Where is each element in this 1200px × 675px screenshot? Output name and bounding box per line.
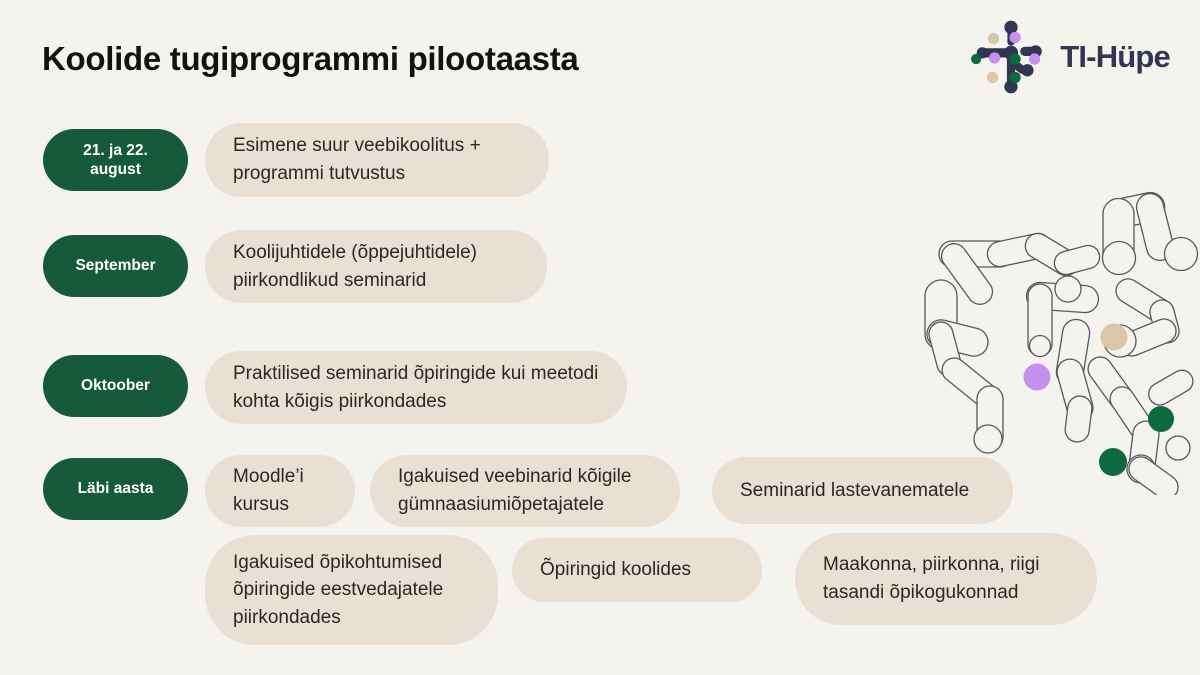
- page-title: Koolide tugiprogrammi pilootaasta: [42, 40, 579, 77]
- timeline-item-text: Igakuised veebinarid kõigile gümnaasiumiõpetajatele: [398, 466, 632, 515]
- decor-dot-beige: [1101, 324, 1128, 351]
- timeline-badge-labi-aasta: Läbi aasta: [43, 458, 188, 520]
- timeline-item-text: Praktilised seminarid õpiringide kui meetodi kohta kõigis piirkondades: [233, 362, 599, 412]
- decor-dot-green-2: [1099, 448, 1127, 476]
- timeline-item-opikohtumised: [205, 535, 498, 645]
- timeline-item-september: [205, 230, 547, 303]
- timeline-badge-september: September: [43, 235, 188, 297]
- timeline-item-text: Õpiringid koolides: [540, 559, 692, 581]
- timeline-item-text: Moodle’i kursus: [233, 466, 304, 515]
- timeline-item-veebinarid: [370, 455, 680, 527]
- timeline-item-text: Seminarid lastevanematele: [740, 479, 970, 501]
- timeline-item-text: Igakuised õpikohtumised õpiringide eestvedajatele piirkondades: [233, 551, 444, 628]
- timeline-item-oktoober: [205, 351, 627, 424]
- timeline-item-august: [205, 123, 549, 197]
- timeline-item-opiringid: [512, 538, 762, 602]
- timeline-badge-august: 21. ja 22. august: [43, 129, 188, 191]
- decor-dot-purple: [1024, 364, 1051, 391]
- decor-dot-green-1: [1148, 406, 1174, 432]
- timeline-item-text: Koolijuhtidele (õppejuhtidele) piirkondlikud seminarid: [233, 241, 478, 291]
- timeline-badge-oktoober: Oktoober: [43, 355, 188, 417]
- logo: [970, 12, 1170, 102]
- logo-text: TI-Hüpe: [1060, 39, 1170, 74]
- timeline-item-text: Esimene suur veebikoolitus + programmi tutvustus: [233, 135, 481, 184]
- blob-pattern-decoration: [920, 185, 1200, 495]
- timeline-item-opikogukonnad: [795, 533, 1097, 625]
- timeline-item-text: Maakonna, piirkonna, riigi tasandi õpikogukonnad: [823, 554, 1040, 603]
- timeline-item-moodle: [205, 455, 355, 527]
- logo-mark-icon: [970, 16, 1052, 98]
- timeline-item-lastevanemad: [712, 457, 1013, 524]
